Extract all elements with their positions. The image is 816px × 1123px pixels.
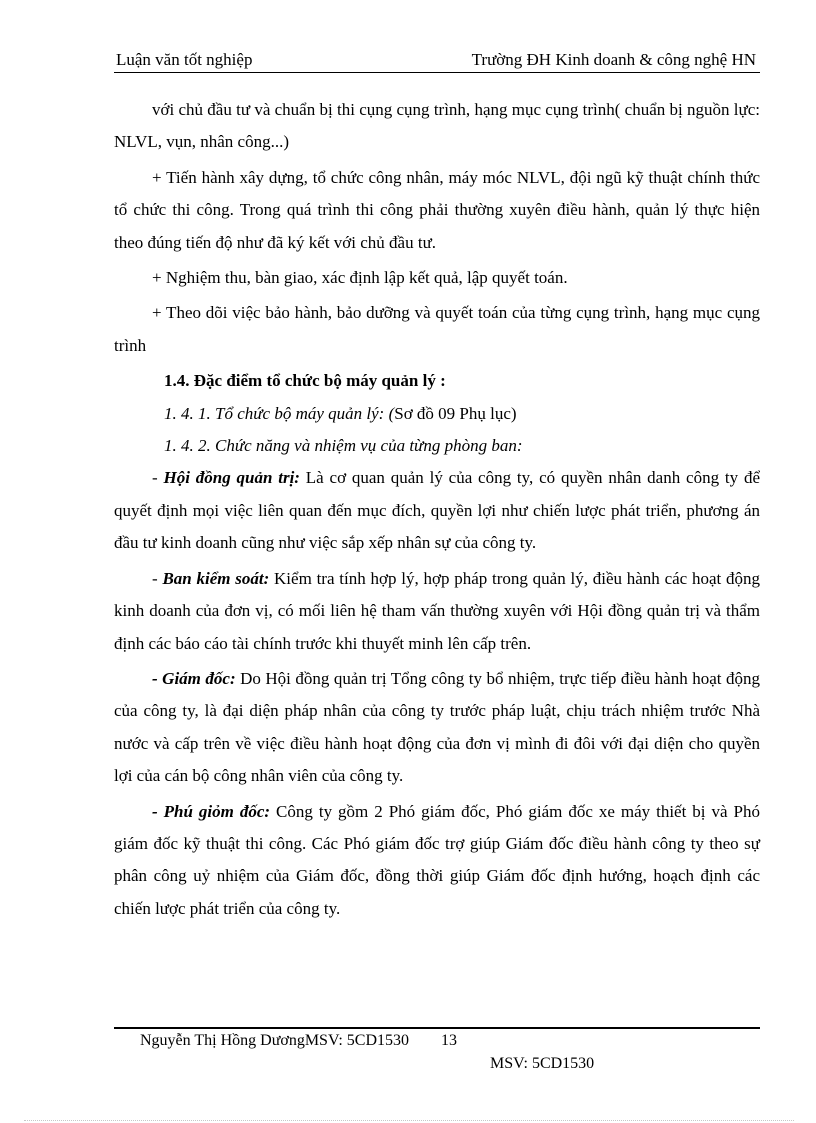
dash: - <box>152 468 164 488</box>
paragraph-acceptance: + Nghiệm thu, bàn giao, xác định lập kết quả, lập quyết toán. <box>152 268 568 288</box>
dash: - <box>152 568 163 588</box>
paragraph-preparation: với chủ đầu tư và chuẩn bị thi cụng cụng trình, hạng mục cụng trình( chuẩn bị nguồn lực: NLVL, vụn, nhân công...) <box>114 100 760 152</box>
page-header <box>114 48 760 73</box>
page-number: 13 <box>441 1032 457 1049</box>
page-edge-dots <box>24 1120 794 1121</box>
subsection-1-4-2: 1. 4. 2. Chức năng và nhiệm vụ của từng phòng ban: <box>164 436 523 456</box>
footer-rule <box>114 1027 760 1029</box>
paragraph-construction: + Tiến hành xây dựng, tổ chức công nhân, máy móc NLVL, đội ngũ kỹ thuật chính thức tổ chức thi công. Trong quá trình thi công phải thường xuyên điều hành, quản lý thực hiện theo đúng tiến độ như đã ký kết với chủ đầu tư. <box>114 167 760 252</box>
text-director: Do Hội đồng quản trị Tổng công ty bổ nhiệm, trực tiếp điều hành hoạt động của công ty, là đại diện pháp nhân của công ty trước pháp luật, chịu trách nhiệm trước Nhà nước và cấp trên về việc điều hành hoạt động của đơn vị mình đi đôi với đại diện cho quyền lợi của cán bộ công nhân viên của công ty. <box>114 668 760 786</box>
text-supervisory-board: Kiểm tra tính hợp lý, hợp pháp trong quản lý, điều hành các hoạt động kinh doanh của đơn vị, có mối liên hệ tham vấn thường xuyên với Hội đồng quản trị và thẩm định các báo cáo tài chính trước khi thuyết minh lên cấp trên. <box>114 568 761 653</box>
text-board-of-directors: Là cơ quan quản lý của công ty, có quyền nhân danh công ty để quyết định mọi việc liên quan đến mục đích, quyền lợi như chiến lược phát triển, phương án đầu tư kinh doanh cũng như việc sắp xếp nhân sự của công ty. <box>114 468 760 553</box>
label-board-of-directors: Hội đồng quản trị: <box>163 468 300 488</box>
footer-author: Nguyễn Thị Hồng DươngMSV: 5CD1530 <box>140 1032 409 1049</box>
header-university: Trường ĐH Kinh doanh & công nghệ HN <box>471 50 756 69</box>
label-supervisory-board: Ban kiểm soát: <box>162 568 270 588</box>
paragraph-deputy-director <box>114 796 760 926</box>
section-heading: 1.4. Đặc điểm tổ chức bộ máy quản lý : <box>164 371 446 391</box>
page-body <box>114 94 760 925</box>
header-thesis-label: Luận văn tốt nghiệp <box>116 50 253 69</box>
label-deputy-director: - Phú giỏm đốc: <box>152 801 271 821</box>
paragraph-board-of-directors <box>114 462 760 559</box>
paragraph-supervisory-board <box>114 563 760 660</box>
text-deputy-director: Công ty gồm 2 Phó giám đốc, Phó giám đốc xe máy thiết bị và Phó giám đốc kỹ thuật thi công. Các Phó giám đốc trợ giúp Giám đốc điều hành công ty theo sự phân công uỷ nhiệm của Giám đốc, đồng thời giúp Giám đốc định hướng, hoạch định các chiến lược phát triển của công ty. <box>114 801 760 918</box>
subsection-1-4-1-ref: Sơ đồ 09 Phụ lục) <box>394 403 517 423</box>
subsection-1-4-1-title: 1. 4. 1. Tổ chức bộ máy quản lý: ( <box>164 403 395 423</box>
paragraph-warranty: + Theo dõi việc bảo hành, bảo dưỡng và quyết toán của từng cụng trình, hạng mục cụng trình <box>114 303 760 355</box>
footer-student-id: MSV: 5CD1530 <box>490 1055 595 1072</box>
paragraph-director <box>114 663 760 793</box>
label-director: - Giám đốc: <box>152 668 236 688</box>
subsection-1-4-1 <box>114 398 760 430</box>
